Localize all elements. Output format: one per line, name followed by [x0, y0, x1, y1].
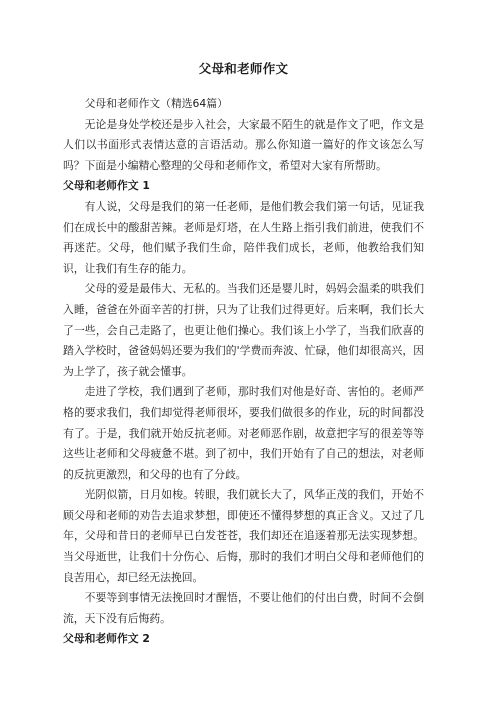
document-title: 父母和老师作文 — [198, 61, 289, 76]
intro-paragraph: 无论是身处学校还是步入社会，大家最不陌生的就是作文了吧，作文是人们以书面形式表情达意的言语活动。那么你知道一篇好的作文该怎么写吗？下面是小编精心整理的父母和老师作文，希望对大家有所帮助。 — [63, 117, 424, 172]
section-1-paragraph: 不要等到事情无法挽回时才醒悟，不要让他们的付出白费，时间不会倒流，天下没有后悔药。 — [63, 591, 424, 625]
section-1-paragraph: 有人说，父母是我们的第一任老师，是他们教会我们第一句话，见证我们在成长中的酸甜苦辣。老师是灯塔，在人生路上指引我们前进，使我们不再迷茫。父母，他们赋予我们生命，陪伴我们成长，老师，他教给我们知识，让我们有生存的能力。 — [63, 199, 424, 275]
intro-subtitle: 父母和老师作文（精选64篇） — [84, 97, 228, 110]
section-1-paragraph: 父母的爱是最伟大、无私的。当我们还是婴儿时，妈妈会温柔的哄我们入睡，爸爸在外面辛苦的打拼，只为了让我们过得更好。后来啊，我们长大了一些，会自己走路了，也更让他们操心。我们该上小学了，当我们欣喜的踏入学校时，爸爸妈妈还要为我们的'学费而奔波、忙碌，他们却很高兴，因为上学了，孩子就会懂事。 — [63, 282, 424, 378]
section-heading-1: 父母和老师作文 1 — [63, 179, 150, 193]
section-heading-2: 父母和老师作文 2 — [63, 632, 150, 646]
section-1-paragraph: 光阴似箭，日月如梭。转眼，我们就长大了，风华正茂的我们，开始不顾父母和老师的劝告去追求梦想，即使还不懂得梦想的真正含义。又过了几年，父母和昔日的老师早已白发苍苍，我们却还在追逐着那无法实现梦想。当父母逝世，让我们十分伤心、后悔，那时的我们才明白父母和老师他们的良苦用心，却已经无法挽回。 — [63, 488, 424, 584]
section-1-paragraph: 走进了学校，我们遇到了老师，那时我们对他是好奇、害怕的。老师严格的要求我们，我们却觉得老师很坏，要我们做很多的作业，玩的时间都没有了。于是，我们就开始反抗老师。对老师恶作剧，故意把字写的很差等等这些让老师和父母疲惫不堪。到了初中，我们开始有了自己的想法，对老师的反抗更激烈，和父母的也有了分歧。 — [63, 385, 424, 481]
